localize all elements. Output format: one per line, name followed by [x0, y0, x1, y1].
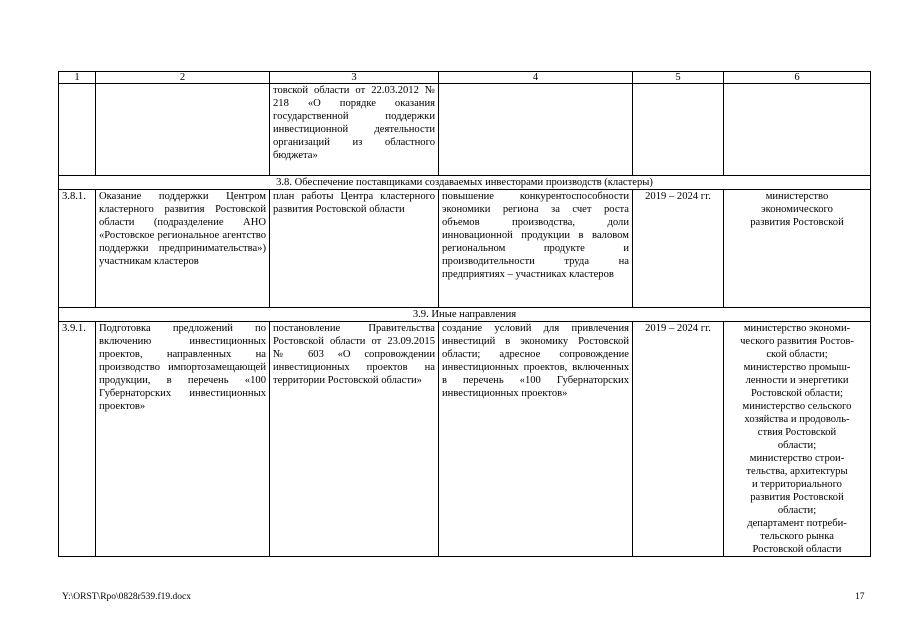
section-header-row: [59, 176, 871, 190]
measure-number: 3.9.1.: [59, 322, 96, 557]
measure-executor: министерство экономи- ческого развития Ростов- ской области; министерство промыш- ленности и энергетики Ростовской области; министерство сельского хозяйства и продоволь- ствия Ростовской области; министерство строи- тельства, архитектуры и территориального развития Ростовской области; департамент потреби- тельского рынка Ростовской области: [724, 322, 871, 557]
column-number: 2: [96, 72, 270, 84]
column-number: 1: [59, 72, 96, 84]
measure-result: создание условий для привлечения инвестиций в экономику Ростовской области; адресное сопровождение инвестиционных проектов, включенных в перечень «100 Губернаторских инвестиционных проектов»: [439, 322, 633, 557]
measures-table: [58, 71, 871, 557]
measure-document: план работы Центра кластерного развития Ростовской области: [270, 190, 439, 308]
column-number: 4: [439, 72, 633, 84]
measure-period: 2019 – 2024 гг.: [633, 322, 724, 557]
column-number-row: [59, 72, 871, 84]
page-number: 17: [855, 592, 865, 602]
section-title: 3.8. Обеспечение поставщиками создаваемых инвесторами производств (кластеры): [59, 176, 871, 190]
file-path-footer: Y:\ORST\Rpo\0828r539.f19.docx: [62, 592, 191, 602]
column-number: 3: [270, 72, 439, 84]
table-row: [59, 190, 871, 308]
column-number: 6: [724, 72, 871, 84]
table-row: [59, 322, 871, 557]
measure-name: Подготовка предложений по включению инвестиционных проектов, направленных на производство импортозамещающей продукции, в перечень «100 Губернаторских инвестиционных проектов»: [96, 322, 270, 557]
measure-document: постановление Правительства Ростовской области от 23.09.2015 № 603 «О сопровождении инвестиционных проектов на территории Ростовской области»: [270, 322, 439, 557]
measure-result: повышение конкурентоспособности экономики региона за счет роста объемов производства, доли инновационной продукции в валовом региональном продукте и производительности труда на предприятиях – участниках кластеров: [439, 190, 633, 308]
column-number: 5: [633, 72, 724, 84]
measure-period: 2019 – 2024 гг.: [633, 190, 724, 308]
section-title: 3.9. Иные направления: [59, 308, 871, 322]
table-row: [59, 84, 871, 176]
section-header-row: [59, 308, 871, 322]
measure-number: 3.8.1.: [59, 190, 96, 308]
measure-executor: министерство экономического развития Ростовской: [724, 190, 871, 308]
document-cell: товской области от 22.03.2012 № 218 «О порядке оказания государственной поддержки инвестиционной деятельности организаций из областного бюджета»: [270, 84, 439, 176]
measure-name: Оказание поддержки Центром кластерного развития Ростовской области (подразделение АНО «Ростовское региональное агентство поддержки предпринимательства») участникам кластеров: [96, 190, 270, 308]
